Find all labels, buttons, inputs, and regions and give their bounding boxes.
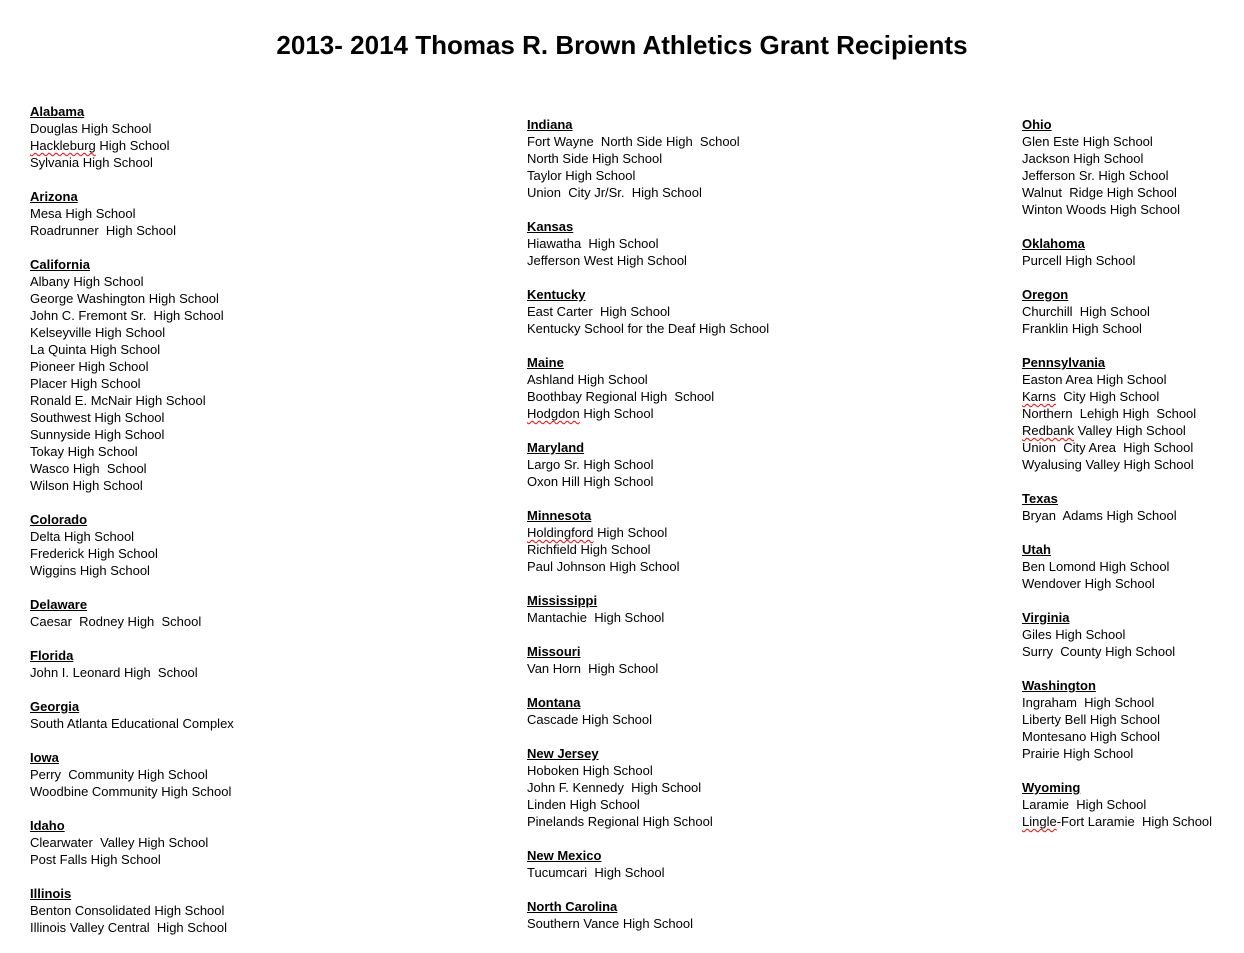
state-name: Alabama [30, 104, 85, 119]
state-section [1022, 541, 1244, 592]
state-name: Florida [30, 648, 74, 663]
school-name: Boothbay Regional High School [527, 389, 715, 404]
school-name: Frederick High School [30, 546, 158, 561]
school-name: Delta High School [30, 529, 135, 544]
state-name: Kentucky [527, 287, 586, 302]
school-name: Jefferson Sr. High School [1022, 168, 1169, 183]
state-name: Illinois [30, 886, 72, 901]
school-name: Benton Consolidated High School [30, 903, 225, 918]
state-section [527, 286, 1007, 337]
state-name: Minnesota [527, 508, 592, 523]
school-name: Sunnyside High School [30, 427, 165, 442]
school-name: Paul Johnson High School [527, 559, 680, 574]
column-3 [1022, 116, 1244, 847]
state-name: Texas [1022, 491, 1058, 506]
school-name: Union City Area High School [1022, 440, 1194, 455]
school-name: Hoboken High School [527, 763, 653, 778]
school-name: Holdingford High School [527, 525, 668, 540]
state-name: California [30, 257, 90, 272]
misspelled-word: Hackleburg [30, 138, 96, 153]
state-section [1022, 235, 1244, 269]
state-name: Washington [1022, 678, 1096, 693]
state-name: Wyoming [1022, 780, 1081, 795]
misspelled-word: Karns [1022, 389, 1056, 404]
state-section [1022, 779, 1244, 830]
school-name: Ronald E. McNair High School [30, 393, 206, 408]
school-name: Jackson High School [1022, 151, 1144, 166]
state-name: Mississippi [527, 593, 598, 608]
state-name: Ohio [1022, 117, 1052, 132]
school-name: Largo Sr. High School [527, 457, 654, 472]
state-section [30, 596, 510, 630]
state-name: Oklahoma [1022, 236, 1085, 251]
school-name: Wendover High School [1022, 576, 1155, 591]
school-name: Surry County High School [1022, 644, 1176, 659]
school-name: Linden High School [527, 797, 640, 812]
school-name: Tokay High School [30, 444, 138, 459]
state-name: Montana [527, 695, 581, 710]
state-section [30, 885, 510, 936]
state-section [30, 188, 510, 239]
state-name: Georgia [30, 699, 80, 714]
state-name: New Jersey [527, 746, 599, 761]
state-section [1022, 286, 1244, 337]
state-section [30, 103, 510, 171]
school-name: John F. Kennedy High School [527, 780, 702, 795]
state-name: Iowa [30, 750, 59, 765]
school-name: Kentucky School for the Deaf High School [527, 321, 770, 336]
state-name: Indiana [527, 117, 573, 132]
school-name: Pinelands Regional High School [527, 814, 713, 829]
school-name: Southwest High School [30, 410, 165, 425]
state-name: Kansas [527, 219, 574, 234]
school-name: Illinois Valley Central High School [30, 920, 228, 935]
state-name: Delaware [30, 597, 88, 612]
school-name: Sylvania High School [30, 155, 153, 170]
school-name: La Quinta High School [30, 342, 161, 357]
state-section [527, 694, 1007, 728]
school-name: Lingle-Fort Laramie High School [1022, 814, 1213, 829]
school-name: Caesar Rodney High School [30, 614, 202, 629]
school-name: Taylor High School [527, 168, 636, 183]
school-name: Hackleburg High School [30, 138, 170, 153]
state-name: Colorado [30, 512, 88, 527]
school-name: Post Falls High School [30, 852, 161, 867]
school-name: Clearwater Valley High School [30, 835, 209, 850]
state-section [30, 511, 510, 579]
school-name: Wasco High School [30, 461, 147, 476]
school-name: Perry Community High School [30, 767, 208, 782]
school-name: Churchill High School [1022, 304, 1150, 319]
school-name: Union City Jr/Sr. High School [527, 185, 702, 200]
school-name: Ben Lomond High School [1022, 559, 1170, 574]
school-name: Walnut Ridge High School [1022, 185, 1177, 200]
school-name: Richfield High School [527, 542, 651, 557]
misspelled-word: Redbank [1022, 423, 1075, 438]
state-section [1022, 354, 1244, 473]
school-name: Kelseyville High School [30, 325, 166, 340]
school-name: Montesano High School [1022, 729, 1161, 744]
school-name: Hodgdon High School [527, 406, 654, 421]
state-name: Maryland [527, 440, 585, 455]
state-name: Oregon [1022, 287, 1069, 302]
school-name: John C. Fremont Sr. High School [30, 308, 224, 323]
state-section [30, 256, 510, 494]
state-section [30, 817, 510, 868]
school-name: Fort Wayne North Side High School [527, 134, 740, 149]
school-name: Franklin High School [1022, 321, 1142, 336]
school-name: Purcell High School [1022, 253, 1136, 268]
school-name: Liberty Bell High School [1022, 712, 1161, 727]
school-name: Pioneer High School [30, 359, 149, 374]
school-name: Winton Woods High School [1022, 202, 1181, 217]
school-name: North Side High School [527, 151, 663, 166]
state-name: New Mexico [527, 848, 602, 863]
school-name: Cascade High School [527, 712, 653, 727]
school-name: Wilson High School [30, 478, 143, 493]
school-name: Bryan Adams High School [1022, 508, 1177, 523]
state-section [527, 507, 1007, 575]
state-section [1022, 609, 1244, 660]
state-section [30, 749, 510, 800]
school-name: Oxon Hill High School [527, 474, 654, 489]
school-name: Roadrunner High School [30, 223, 176, 238]
school-name: Karns City High School [1022, 389, 1160, 404]
state-section [527, 745, 1007, 830]
school-name: Wiggins High School [30, 563, 150, 578]
state-section [527, 847, 1007, 881]
state-section [527, 354, 1007, 422]
state-section [1022, 490, 1244, 524]
state-name: Maine [527, 355, 564, 370]
school-name: Northern Lehigh High School [1022, 406, 1197, 421]
state-section [527, 592, 1007, 626]
state-section [527, 439, 1007, 490]
school-name: Hiawatha High School [527, 236, 659, 251]
column-2 [527, 116, 1007, 949]
state-name: Virginia [1022, 610, 1070, 625]
school-name: Mantachie High School [527, 610, 665, 625]
state-name: Idaho [30, 818, 65, 833]
state-section [1022, 677, 1244, 762]
state-name: Pennsylvania [1022, 355, 1106, 370]
state-name: Arizona [30, 189, 78, 204]
school-name: Ingraham High School [1022, 695, 1155, 710]
school-name: Van Horn High School [527, 661, 659, 676]
state-section [527, 116, 1007, 201]
state-section [30, 647, 510, 681]
school-name: Woodbine Community High School [30, 784, 232, 799]
school-name: Easton Area High School [1022, 372, 1167, 387]
school-name: Albany High School [30, 274, 144, 289]
school-name: Southern Vance High School [527, 916, 693, 931]
state-name: Utah [1022, 542, 1051, 557]
school-name: John I. Leonard High School [30, 665, 198, 680]
misspelled-word: Lingle [1022, 814, 1057, 829]
state-section [30, 698, 510, 732]
school-name: East Carter High School [527, 304, 671, 319]
page-title: 2013- 2014 Thomas R. Brown Athletics Grant Recipients [276, 30, 968, 60]
column-1 [30, 103, 510, 953]
state-section [527, 643, 1007, 677]
school-name: South Atlanta Educational Complex [30, 716, 234, 731]
school-name: Douglas High School [30, 121, 152, 136]
school-name: Glen Este High School [1022, 134, 1153, 149]
school-name: Giles High School [1022, 627, 1126, 642]
state-name: North Carolina [527, 899, 618, 914]
school-name: George Washington High School [30, 291, 219, 306]
school-name: Placer High School [30, 376, 141, 391]
state-section [527, 218, 1007, 269]
misspelled-word: Holdingford [527, 525, 594, 540]
school-name: Ashland High School [527, 372, 648, 387]
school-name: Redbank Valley High School [1022, 423, 1186, 438]
state-section [1022, 116, 1244, 218]
school-name: Mesa High School [30, 206, 136, 221]
school-name: Laramie High School [1022, 797, 1147, 812]
school-name: Wyalusing Valley High School [1022, 457, 1194, 472]
state-name: Missouri [527, 644, 581, 659]
state-section [527, 898, 1007, 932]
school-name: Jefferson West High School [527, 253, 687, 268]
school-name: Prairie High School [1022, 746, 1134, 761]
misspelled-word: Hodgdon [527, 406, 580, 421]
school-name: Tucumcari High School [527, 865, 665, 880]
